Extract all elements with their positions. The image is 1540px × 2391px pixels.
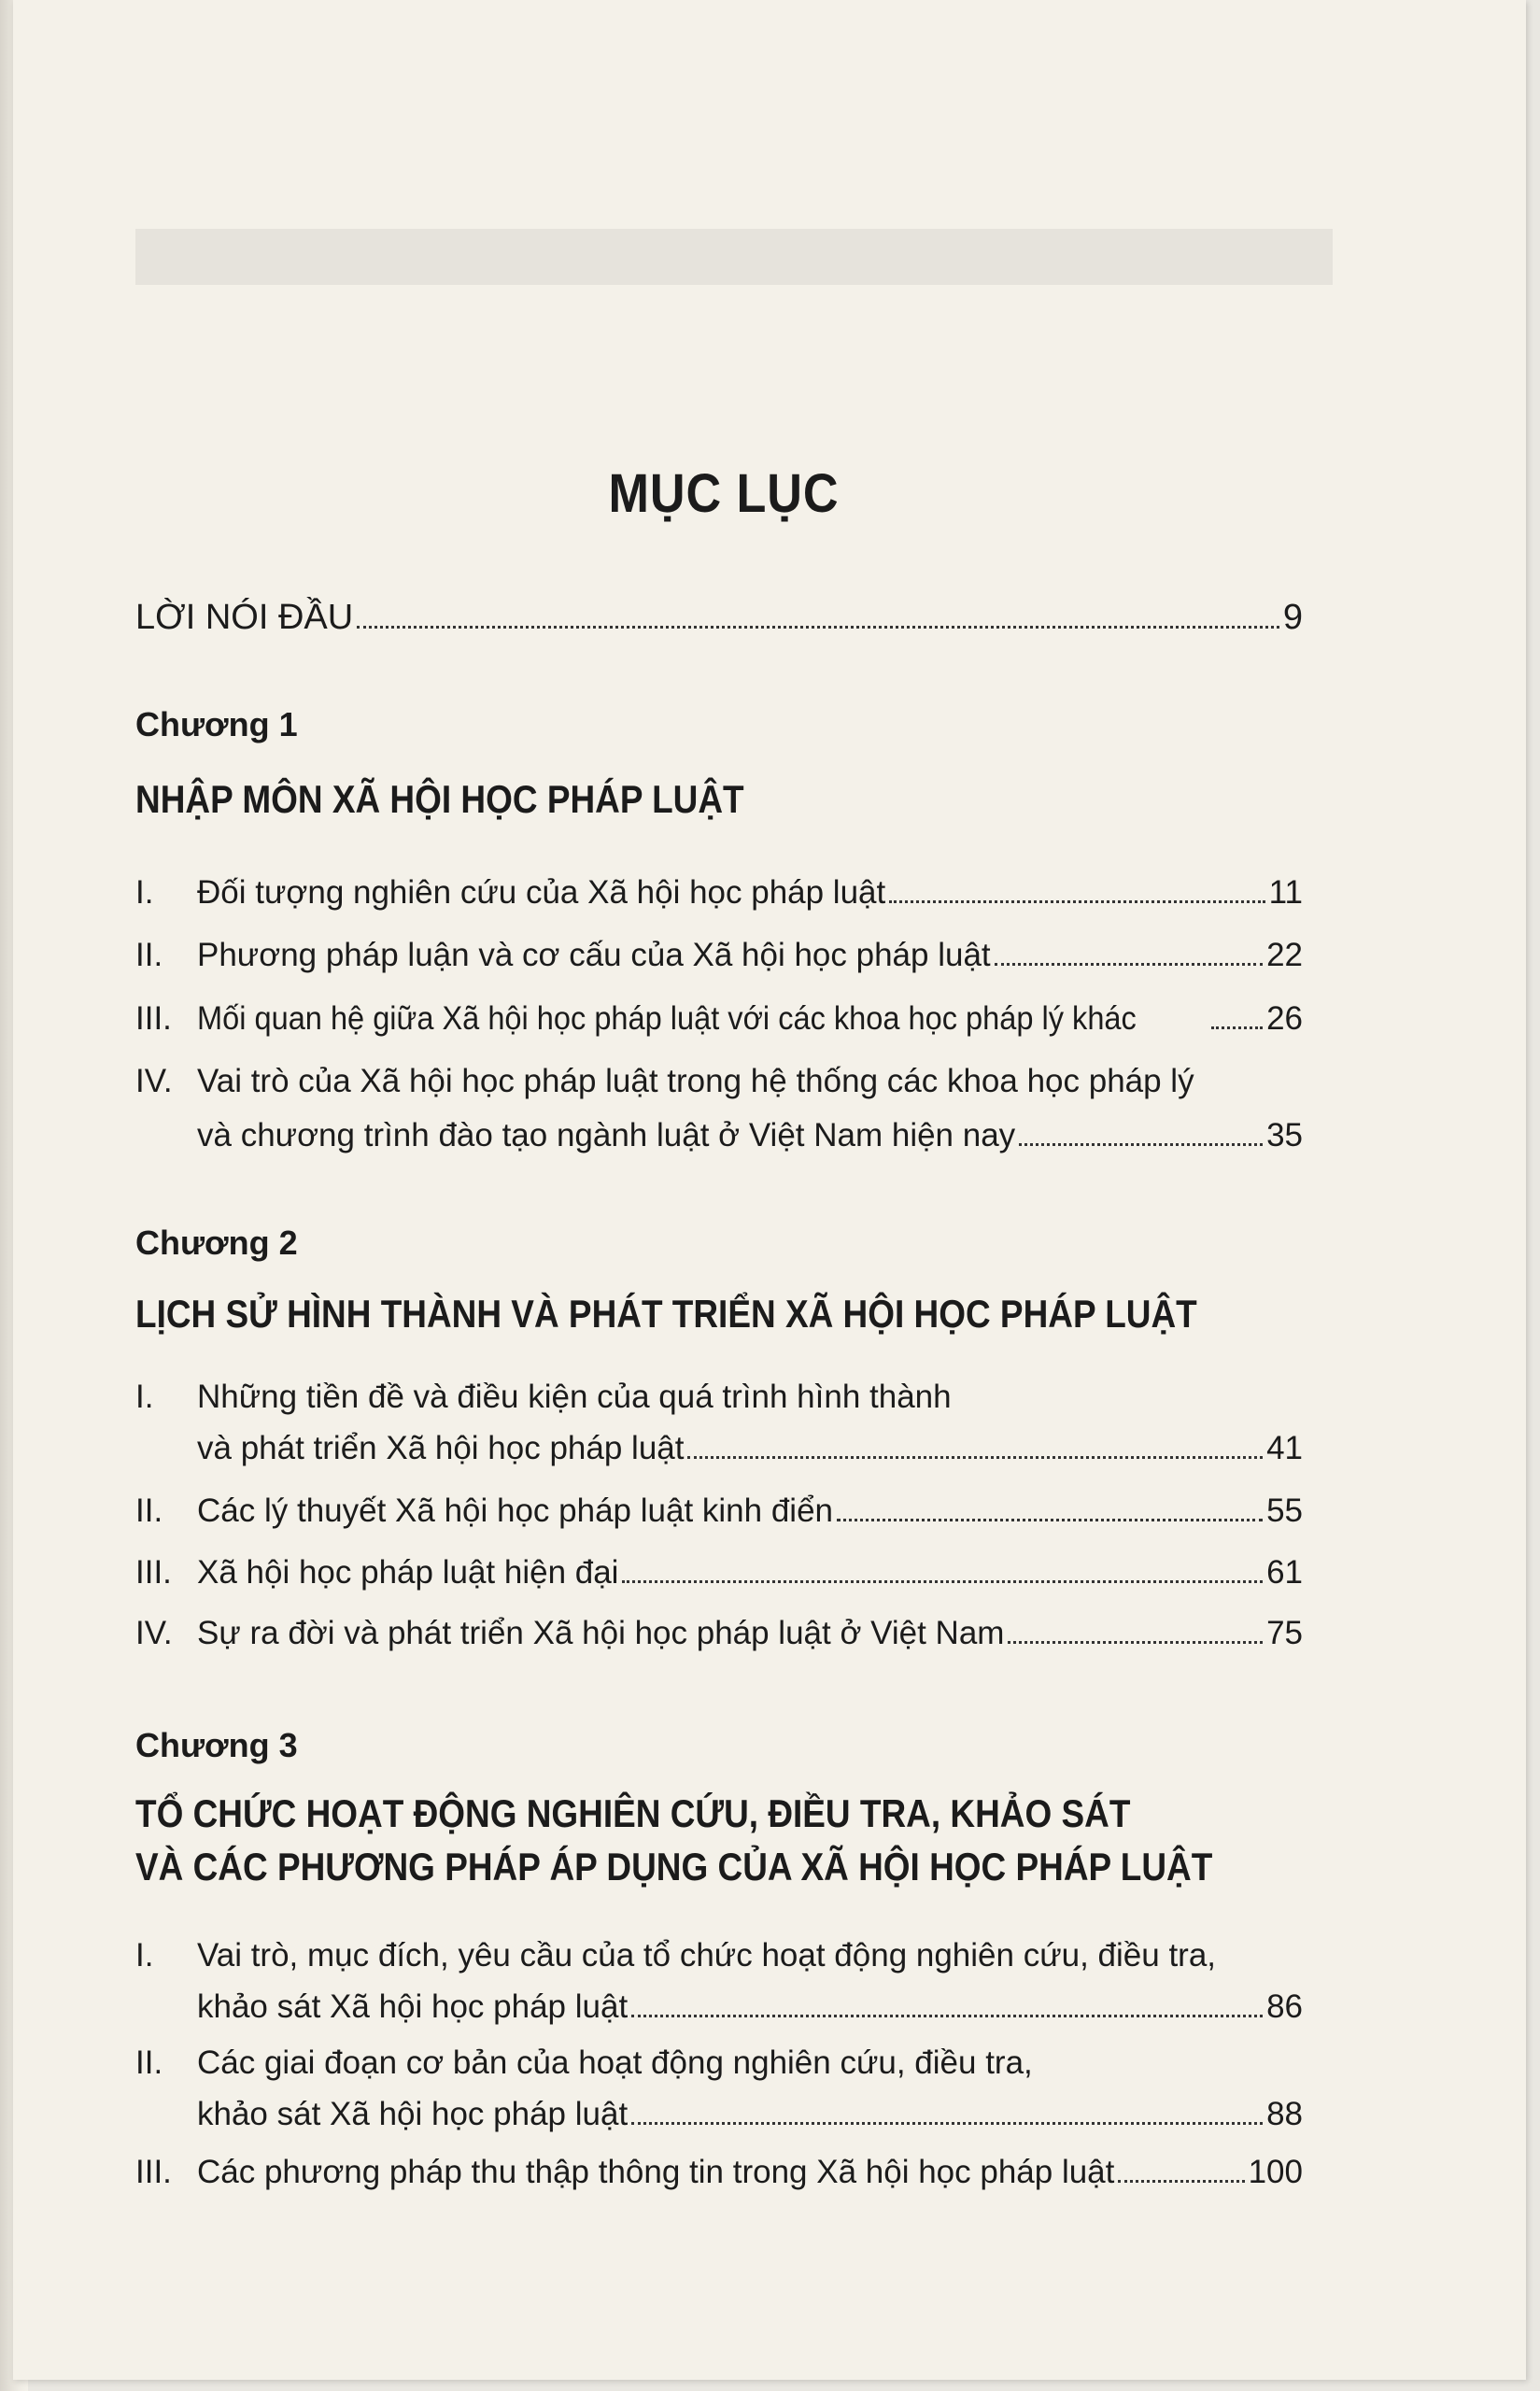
toc-entry-text-line: Vai trò của Xã hội học pháp luật trong hệ thống các khoa học pháp lý: [197, 1063, 1194, 1099]
toc-entry-text-line: Những tiền đề và điều kiện của quá trình hình thành: [197, 1379, 952, 1415]
toc-entry: [135, 1492, 1303, 1531]
dot-leader: [631, 2121, 1263, 2125]
toc-entry-text-line: Vai trò, mục đích, yêu cầu của tổ chức hoạt động nghiên cứu, điều tra,: [197, 1937, 1217, 1974]
chapter-label: Chương 2: [135, 1224, 298, 1262]
chapter-label: Chương 1: [135, 705, 298, 743]
toc-entry-number: I.: [135, 874, 154, 911]
toc-page-number: 88: [1266, 2096, 1303, 2132]
chapter-title: LỊCH SỬ HÌNH THÀNH VÀ PHÁT TRIỂN XÃ HỘI HỌC PHÁP LUẬT: [135, 1292, 1197, 1336]
toc-entry: [135, 1116, 1303, 1155]
toc-entry-preface: [135, 598, 1303, 637]
toc-entry-number: II.: [135, 1493, 163, 1529]
toc-page-number: 100: [1248, 2154, 1303, 2190]
toc-entry-number: IV.: [135, 1615, 173, 1651]
toc-entry: [135, 2095, 1303, 2134]
toc-entry-number: III.: [135, 1554, 172, 1591]
toc-entry-text: Mối quan hệ giữa Xã hội học pháp luật với các khoa học pháp lý khác: [197, 1000, 1137, 1037]
toc-entry: [135, 2153, 1303, 2192]
chapter-title: VÀ CÁC PHƯƠNG PHÁP ÁP DỤNG CỦA XÃ HỘI HỌC PHÁP LUẬT: [135, 1845, 1213, 1889]
toc-entry-text: khảo sát Xã hội học pháp luật: [197, 2096, 629, 2132]
toc-entry: [135, 999, 1303, 1039]
toc-page-number: 11: [1268, 874, 1303, 911]
dot-leader: [995, 962, 1263, 966]
dot-leader: [622, 1579, 1263, 1583]
toc-entry: [135, 1553, 1303, 1592]
toc-page-number: 26: [1266, 1000, 1303, 1037]
dot-leader: [357, 625, 1279, 629]
toc-entry: [135, 1429, 1303, 1468]
dot-leader: [1019, 1142, 1263, 1146]
dot-leader: [1118, 2179, 1244, 2183]
dot-leader: [1008, 1640, 1263, 1644]
toc-entry-number: I.: [135, 1937, 154, 1974]
toc-entry-text-line: Các giai đoạn cơ bản của hoạt động nghiên cứu, điều tra,: [197, 2044, 1033, 2081]
toc-entry-text: Các lý thuyết Xã hội học pháp luật kinh điển: [197, 1493, 833, 1529]
toc-page-number: 86: [1266, 1988, 1303, 2025]
toc-page-number: 55: [1266, 1493, 1303, 1529]
toc-entry-number: III.: [135, 2154, 172, 2190]
toc-entry-number: II.: [135, 937, 163, 973]
dot-leader: [687, 1455, 1263, 1459]
toc-page-number: 75: [1266, 1615, 1303, 1651]
toc-entry-number: IV.: [135, 1063, 173, 1099]
toc-entry-text: Phương pháp luận và cơ cấu của Xã hội học pháp luật: [197, 937, 991, 973]
toc-entry-text: Đối tượng nghiên cứu của Xã hội học pháp luật: [197, 874, 886, 911]
toc-entry-text: Xã hội học pháp luật hiện đại: [197, 1554, 619, 1591]
toc-entry: [135, 1988, 1303, 2027]
toc-page-number: 41: [1266, 1430, 1303, 1466]
dot-leader: [1211, 1026, 1264, 1029]
toc-entry-label: LỜI NÓI ĐẦU: [135, 598, 354, 637]
toc-entry-number: II.: [135, 2044, 163, 2081]
dot-leader: [889, 899, 1264, 903]
toc-entry-text: Các phương pháp thu thập thông tin trong Xã hội học pháp luật: [197, 2154, 1115, 2190]
toc-page-number: 22: [1266, 937, 1303, 973]
chapter-title: TỔ CHỨC HOẠT ĐỘNG NGHIÊN CỨU, ĐIỀU TRA, KHẢO SÁT: [135, 1791, 1131, 1835]
toc-entry-text: Sự ra đời và phát triển Xã hội học pháp luật ở Việt Nam: [197, 1615, 1005, 1651]
toc-entry: [135, 936, 1303, 975]
dot-leader: [837, 1518, 1263, 1521]
toc-entry-number: I.: [135, 1379, 154, 1415]
show-through-header-band: [135, 229, 1333, 285]
toc-entry-number: III.: [135, 1000, 172, 1037]
toc-page-number: 9: [1282, 598, 1303, 637]
toc-entry-text: và chương trình đào tạo ngành luật ở Việt Nam hiện nay: [197, 1117, 1016, 1153]
dot-leader: [631, 2014, 1263, 2017]
toc-page-number: 61: [1266, 1554, 1303, 1591]
toc-entry: [135, 1614, 1303, 1653]
toc-page-number: 35: [1266, 1117, 1303, 1153]
page-title: MỤC LỤC: [608, 463, 840, 524]
chapter-title: NHẬP MÔN XÃ HỘI HỌC PHÁP LUẬT: [135, 777, 744, 821]
chapter-label: Chương 3: [135, 1726, 298, 1764]
toc-entry-text: khảo sát Xã hội học pháp luật: [197, 1988, 629, 2025]
toc-entry: [135, 873, 1303, 913]
toc-entry-text: và phát triển Xã hội học pháp luật: [197, 1430, 685, 1466]
